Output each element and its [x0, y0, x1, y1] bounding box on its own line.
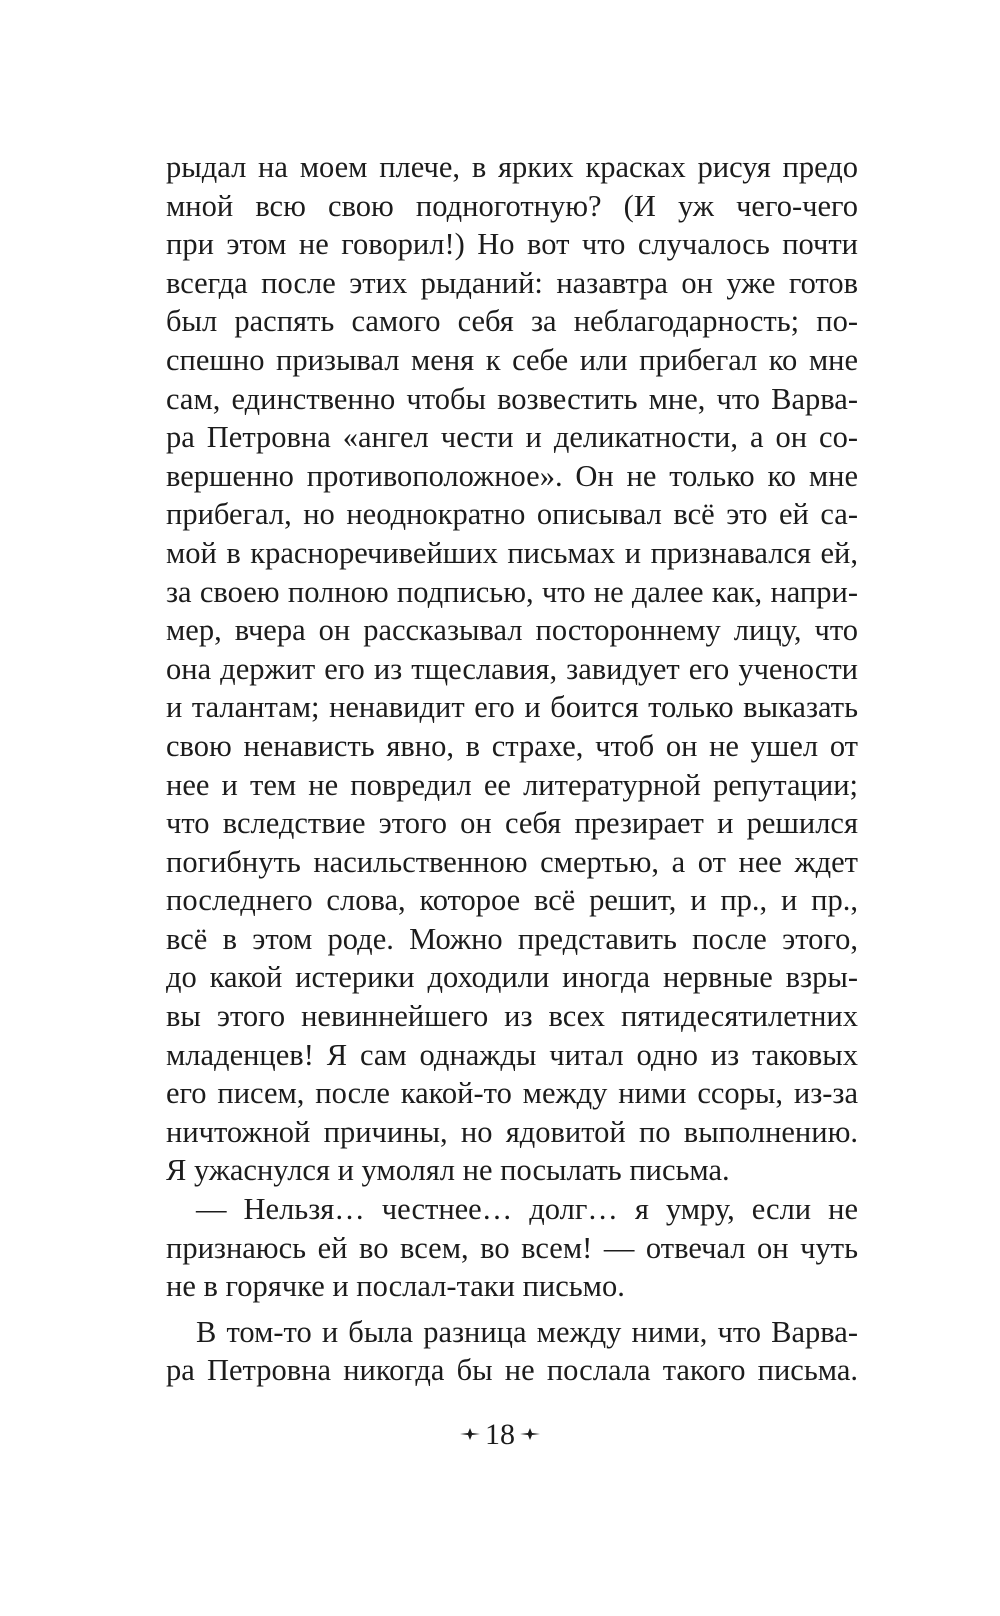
text-line: мной всю свою подноготную? (И уж чего-чего — [166, 188, 858, 223]
page-number: 18 — [485, 1418, 515, 1451]
paragraph — [166, 1190, 858, 1306]
text-line: всё в этом роде. Можно представить после этого, — [166, 921, 858, 956]
text-line: вершенно противоположное». Он не только ко мне — [166, 458, 858, 493]
paragraph — [166, 148, 858, 1190]
text-line: до какой истерики доходили иногда нервные взры- — [166, 960, 858, 995]
text-line: не в горячке и послал-таки письмо. — [166, 1269, 625, 1304]
text-line: признаюсь ей во всем, во всем! — отвечал он чуть — [166, 1230, 858, 1265]
text-line: мой в красноречивейших письмах и признавался ей, — [166, 535, 858, 570]
star-ornament-icon — [459, 1427, 481, 1441]
text-line: ра Петровна никогда бы не послала такого письма. — [166, 1353, 858, 1388]
paragraph — [166, 1313, 858, 1390]
text-line: она держит его из тщеславия, завидует его учености — [166, 651, 858, 686]
text-line: мер, вчера он рассказывал постороннему лицу, что — [166, 613, 858, 648]
text-line: свою ненависть явно, в страхе, чтоб он не ушел от — [166, 728, 858, 763]
text-line: и талантам; ненавидит его и боится только выказать — [166, 690, 858, 725]
text-line: нее и тем не повредил ее литературной репутации; — [166, 767, 858, 802]
text-line: ничтожной причины, но ядовитой по выполнению. — [166, 1114, 858, 1149]
text-line: рыдал на моем плече, в ярких красках рисуя предо — [166, 150, 858, 184]
text-line: погибнуть насильственною смертью, а от нее ждет — [166, 844, 858, 879]
text-line: младенцев! Я сам однажды читал одно из таковых — [166, 1037, 858, 1072]
text-line: спешно призывал меня к себе или прибегал ко мне — [166, 342, 858, 377]
text-line: его писем, после какой-то между ними ссоры, из-за — [166, 1076, 858, 1111]
text-line: прибегал, но неоднократно описывал всё это ей са- — [166, 497, 858, 532]
star-ornament-icon — [519, 1427, 541, 1441]
text-line: что вследствие этого он себя презирает и решился — [166, 806, 858, 841]
text-line: ра Петровна «ангел чести и деликатности, а он со- — [166, 420, 858, 455]
text-line: при этом не говорил!) Но вот что случалось почти — [166, 227, 858, 262]
body-text — [166, 148, 858, 1390]
page-footer — [0, 1415, 1000, 1455]
text-line: был распять самого себя за неблагодарность; по- — [166, 304, 858, 339]
paragraph-spacer — [166, 1306, 858, 1313]
text-line: В том-то и была разница между ними, что Варва- — [196, 1314, 858, 1349]
text-line: сам, единственно чтобы возвестить мне, что Варва- — [166, 381, 858, 416]
text-line: за своею полною подписью, что не далее как, напри- — [166, 574, 858, 609]
text-line: — Нельзя… честнее… долг… я умру, если не — [196, 1192, 858, 1227]
text-line: Я ужаснулся и умолял не посылать письма. — [166, 1153, 730, 1188]
text-line: вы этого невиннейшего из всех пятидесятилетних — [166, 999, 858, 1034]
text-line: всегда после этих рыданий: назавтра он уже готов — [166, 265, 858, 300]
text-line: последнего слова, которое всё решит, и пр., и пр., — [166, 883, 858, 918]
